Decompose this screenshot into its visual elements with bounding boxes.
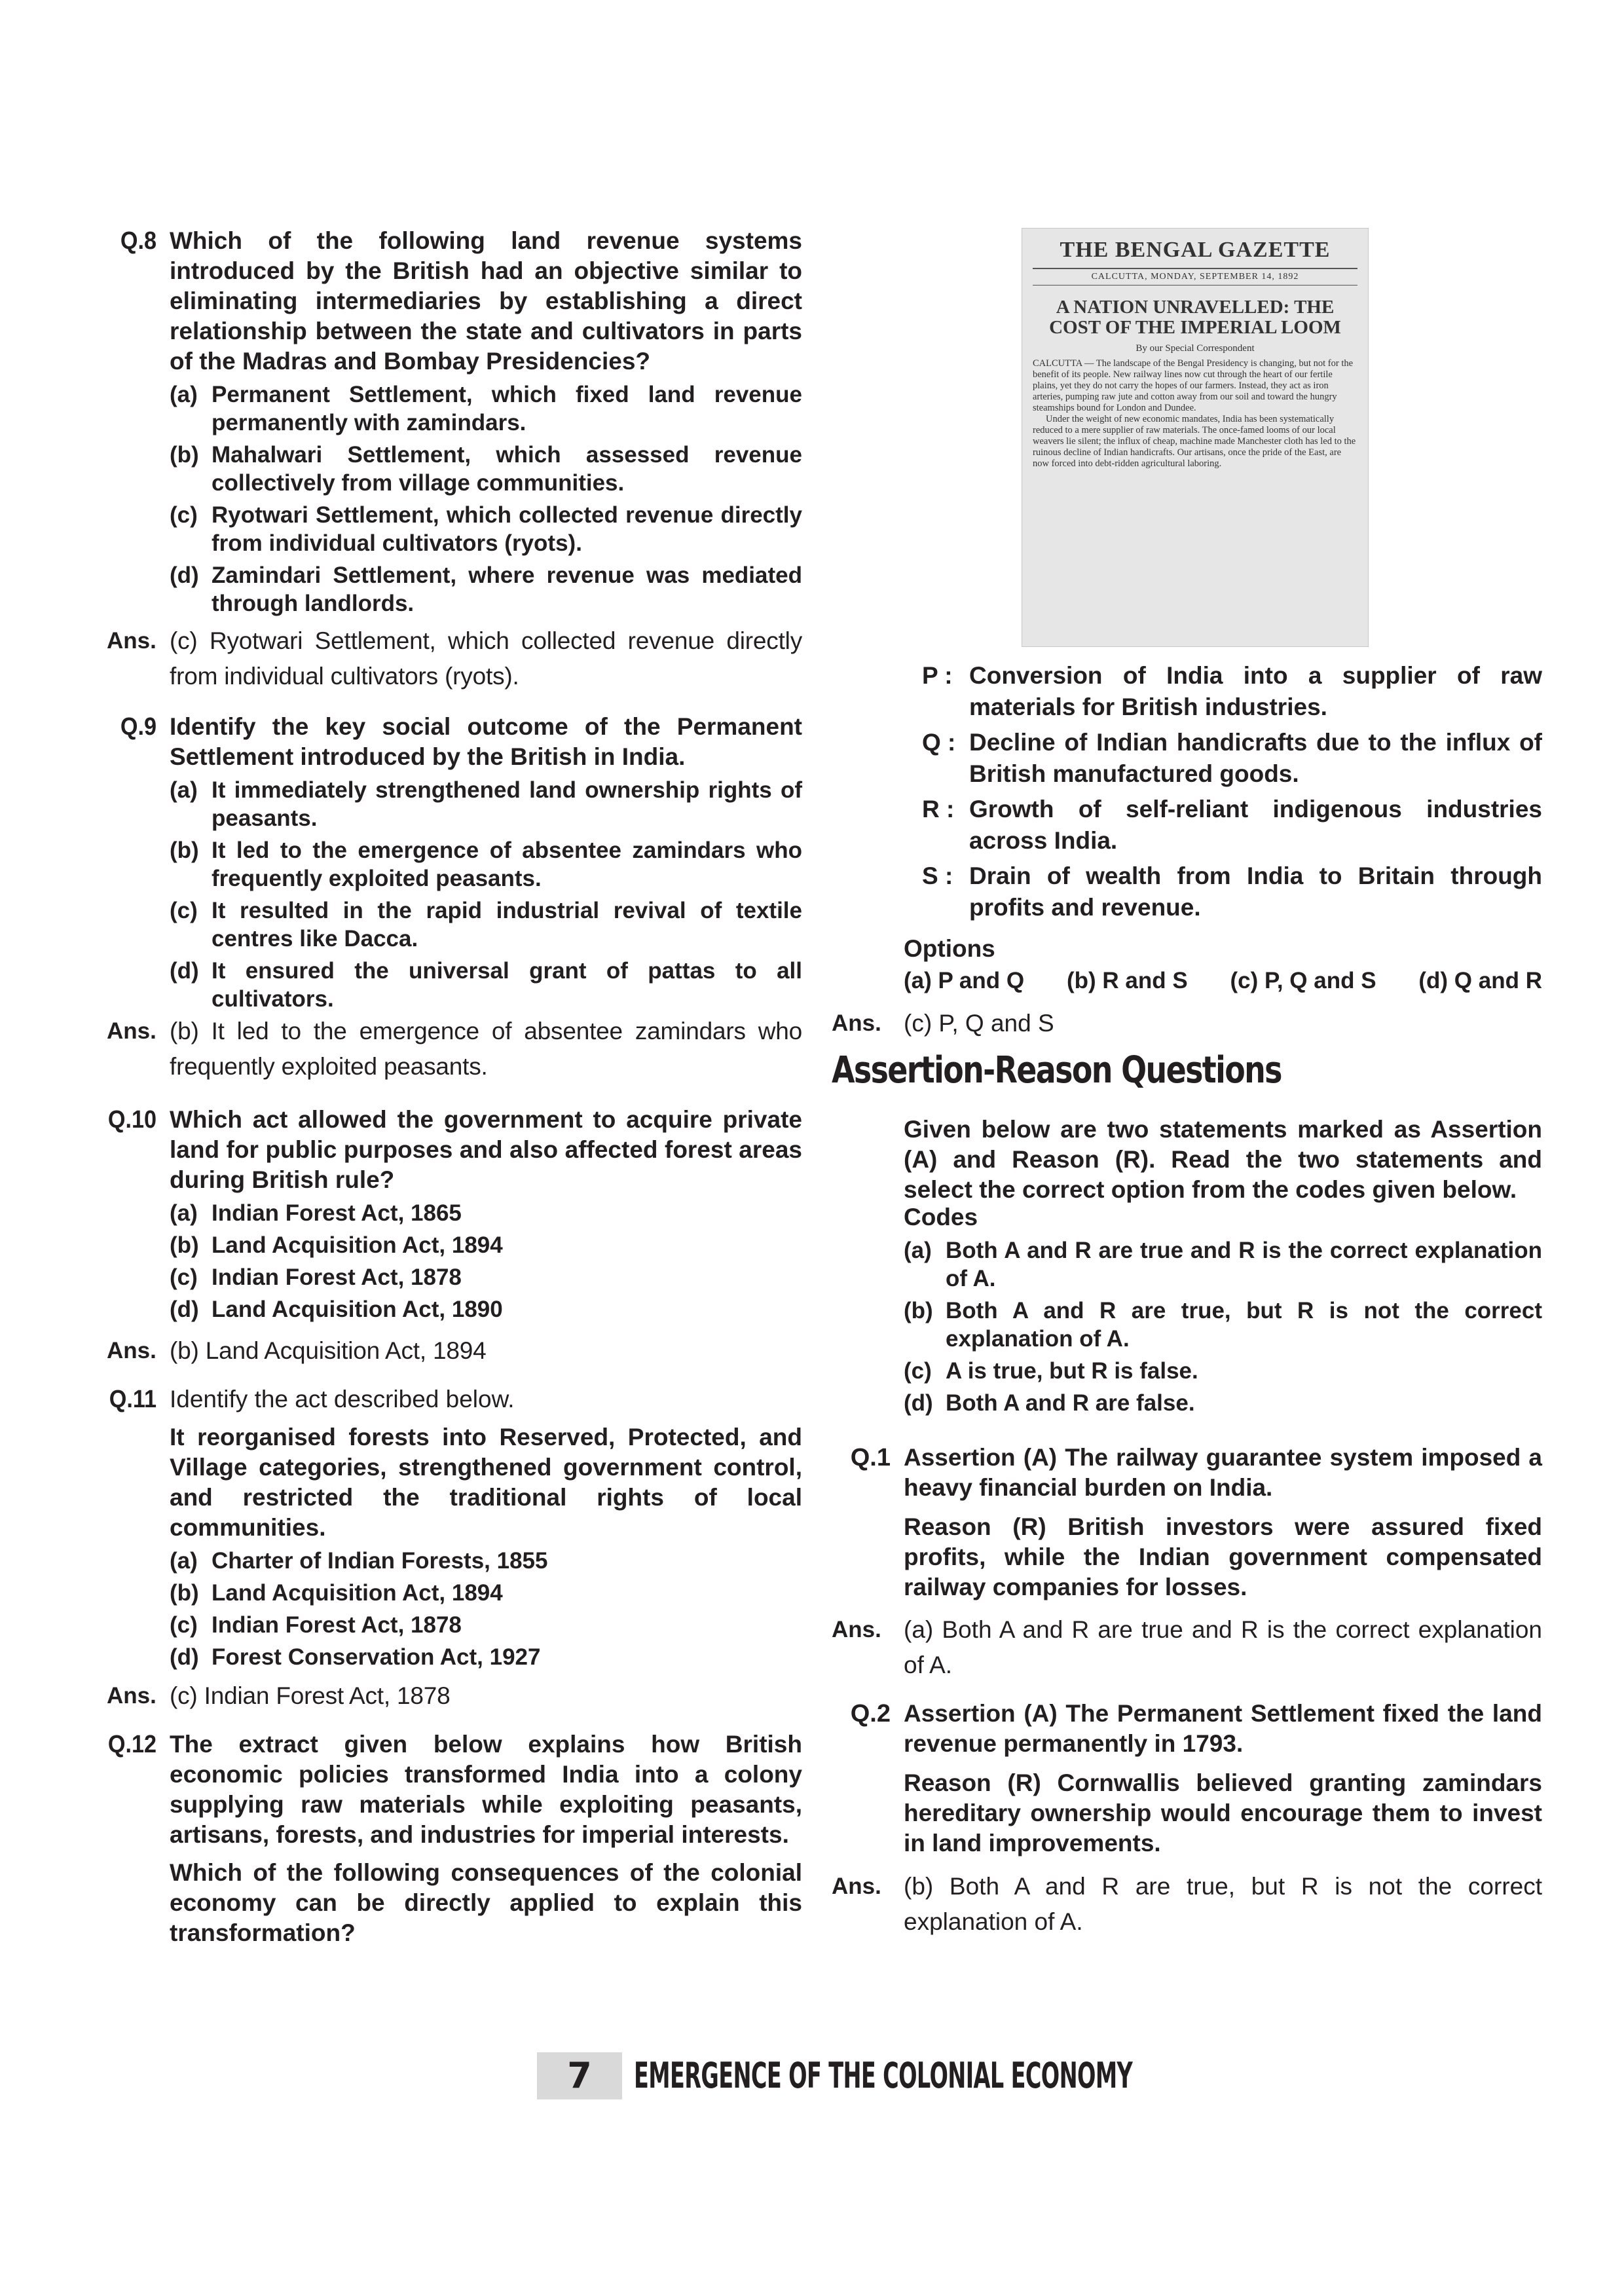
answer-label: Ans. [832,1874,881,1899]
option-d [170,1643,802,1671]
statement-text: Decline of Indian handicrafts due to the influx of British manufactured goods. [969,729,1542,787]
assertion-text [904,1443,1542,1503]
option-c [170,1263,802,1291]
option-text: Land Acquisition Act, 1894 [212,1232,503,1258]
option-label: (d) [170,1644,199,1670]
newspaper-extract-image [1022,228,1369,647]
answer-8 [101,623,802,694]
statement-label: P : [922,662,953,689]
option-d [170,561,802,618]
question-9 [101,712,802,1017]
option-text: Mahalwari Settlement, which assessed revenue collectively from village communities. [212,442,802,496]
option-text: Land Acquisition Act, 1890 [212,1297,503,1322]
question-text: The extract given below explains how British economic policies transformed India into a colony supplying raw materials while exploiting peasants, artisans, forests, and industries for imperial interests. [170,1731,802,1848]
question-text: Identify the key social outcome of the Permanent Settlement introduced by the British in India. [170,713,802,770]
question-text: Which of the following land revenue systems introduced by the British had an objective similar to eliminating intermediaries by establishing a direct relationship between the state and cultivators in parts of the Madras and Bombay Presidencies? [170,227,802,375]
question-number: Q.12 [107,1731,157,1758]
newspaper-headline: A NATION UNRAVELLED: THE COST OF THE IMPERIAL LOOM [1049,297,1341,338]
answer-label: Ans. [107,628,157,654]
answer-label: Ans. [832,1617,881,1642]
assertion-content: (A) The railway guarantee system imposed a heavy financial burden on India. [904,1444,1542,1501]
options-row [904,968,1542,994]
newspaper-paragraph: Under the weight of new economic mandates, India has been systematically reduced to a mere supplier of raw materials. The once-famed looms of our local weavers lie silent; the influx of cheap, machine made Manchester cloth has led to the ruinous decline of Indian handicrafts. Our artisans, once the pride of the East, are now forced into debt-ridden agricultural laboring. [1033,414,1356,469]
option-text: It ensured the universal grant of pattas to all cultivators. [212,958,802,1012]
code-label: (d) [904,1390,933,1416]
chapter-title: EMERGENCE OF THE COLONIAL ECONOMY [634,2055,1133,2096]
option-c [170,1611,802,1639]
question-text: Identify the act described below. [170,1386,515,1413]
reason-text [904,1512,1542,1602]
code-c [904,1357,1542,1385]
code-text: Both A and R are true, but R is not the correct explanation of A. [946,1298,1542,1352]
option-text: Charter of Indian Forests, 1855 [212,1548,548,1574]
option-d: (d) Q and R [1418,968,1542,993]
option-c [170,501,802,557]
option-label: (d) [170,563,199,588]
assertion-content: (A) The Permanent Settlement fixed the land revenue permanently in 1793. [904,1700,1542,1757]
assertion-question-2 [832,1699,1542,1858]
option-label: (c) [170,502,198,528]
answer-text: (a) Both A and R are true and R is the correct explanation of A. [904,1616,1542,1678]
answer-text: (c) Ryotwari Settlement, which collected revenue directly from individual cultivators (ryots). [170,627,802,690]
statement-label: S : [922,862,953,889]
newspaper-masthead: THE BENGAL GAZETTE [1060,238,1331,262]
option-text: It immediately strengthened land ownership rights of peasants. [212,777,802,831]
answer-11 [101,1678,802,1714]
option-label: (d) [170,958,199,984]
option-label: (b) [170,1580,199,1606]
option-text: Indian Forest Act, 1878 [212,1265,462,1290]
option-text: It led to the emergence of absentee zamindars who frequently exploited peasants. [212,838,802,891]
answer-label: Ans. [832,1010,881,1036]
code-d [904,1389,1542,1417]
options-list [170,776,802,1013]
option-text: Indian Forest Act, 1865 [212,1200,462,1226]
option-text: Indian Forest Act, 1878 [212,1612,462,1638]
question-description: It reorganised forests into Reserved, Protected, and Village categories, strengthened government control, and restricted the traditional rights of local communities. [170,1424,802,1541]
answer-text: (b) It led to the emergence of absentee zamindars who frequently exploited peasants. [170,1018,802,1080]
section-intro: Given below are two statements marked as Assertion (A) and Reason (R). Read the two statements and select the correct option from the codes given below. [904,1116,1542,1203]
answer-ar1 [832,1612,1542,1683]
newspaper-dateline: CALCUTTA, MONDAY, SEPTEMBER 14, 1892 [1033,268,1357,286]
option-text: Ryotwari Settlement, which collected revenue directly from individual cultivators (ryots). [212,502,802,556]
options-title: Options [904,935,995,962]
option-a [170,380,802,437]
code-a [904,1236,1542,1293]
option-b: (b) R and S [1066,968,1188,993]
option-text: Permanent Settlement, which fixed land revenue permanently with zamindars. [212,382,802,435]
option-label: (a) [170,1548,198,1574]
option-label: (d) [170,1297,199,1322]
options-list [170,1199,802,1323]
assertion-text [904,1699,1542,1759]
code-b [904,1297,1542,1353]
question-number: Q.11 [109,1386,157,1413]
code-label: (c) [904,1358,932,1384]
option-text: Zamindari Settlement, where revenue was mediated through landlords. [212,563,802,616]
option-b [170,441,802,497]
section-heading: Assertion-Reason Questions [832,1049,1282,1092]
answer-9 [101,1014,802,1084]
statement-text: Conversion of India into a supplier of raw materials for British industries. [969,662,1542,720]
option-label: (c) [170,898,198,923]
question-text: Which act allowed the government to acquire private land for public purposes and also affected forest areas during British rule? [170,1106,802,1193]
answer-text: (c) P, Q and S [904,1010,1054,1037]
option-label: (b) [170,1232,199,1258]
codes-title: Codes [904,1204,978,1230]
option-d [170,1295,802,1323]
reason-content: (R) British investors were assured fixed profits, while the Indian government compensated railway companies for losses. [904,1513,1543,1600]
option-label: (a) [170,382,198,407]
answer-ar2 [832,1869,1542,1940]
page-number: 7 [537,2052,622,2099]
reason-content: (R) Cornwallis believed granting zamindars hereditary ownership would encourage them to invest in land improvements. [904,1769,1542,1856]
codes-list [904,1236,1542,1421]
assertion-question-1 [832,1443,1542,1602]
question-11 [101,1384,802,1675]
statement-p [923,660,1542,723]
question-number: Q.9 [120,713,157,741]
answer-text: (b) Both A and R are true, but R is not the correct explanation of A. [904,1873,1542,1935]
newspaper-byline: By our Special Correspondent [1135,343,1255,354]
option-a [170,1547,802,1575]
answer-10 [101,1333,802,1369]
option-d [170,957,802,1013]
answer-label: Ans. [107,1683,157,1708]
question-8 [101,226,802,621]
statement-s [923,860,1542,923]
option-b [170,1579,802,1607]
code-text: A is true, but R is false. [946,1358,1198,1384]
statement-label: Q : [922,729,956,756]
option-a [170,1199,802,1227]
option-text: Forest Conservation Act, 1927 [212,1644,541,1670]
answer-label: Ans. [107,1018,157,1044]
option-label: (c) [170,1612,198,1638]
reason-label: Reason [904,1513,991,1540]
question-number: Q.10 [107,1106,157,1134]
statement-text: Growth of self-reliant indigenous industries across India. [969,796,1542,854]
statement-label: R : [922,796,955,822]
statement-q [923,727,1542,790]
question-10 [101,1105,802,1327]
question-number: Q.8 [120,227,157,255]
option-label: (a) [170,777,198,803]
answer-text: (c) Indian Forest Act, 1878 [170,1682,451,1709]
statement-r [923,794,1542,857]
code-text: Both A and R are false. [946,1390,1195,1416]
statement-text: Drain of wealth from India to Britain through profits and revenue. [969,862,1542,921]
option-label: (a) [170,1200,198,1226]
answer-label: Ans. [107,1338,157,1363]
reason-label: Reason [904,1769,991,1796]
option-label: (c) [170,1265,198,1290]
option-b [170,1231,802,1259]
code-text: Both A and R are true and R is the correct explanation of A. [946,1238,1542,1291]
question-number: Q.2 [850,1700,891,1727]
question-number: Q.1 [850,1444,891,1471]
reason-text [904,1768,1542,1858]
assertion-label: Assertion [904,1700,1016,1727]
options-list [170,1547,802,1671]
answer-12 [832,1006,1542,1041]
option-c [170,896,802,953]
option-text: Land Acquisition Act, 1894 [212,1580,503,1606]
code-label: (a) [904,1238,932,1263]
assertion-label: Assertion [904,1444,1016,1471]
option-label: (b) [170,442,199,468]
newspaper-paragraph: CALCUTTA — The landscape of the Bengal Presidency is changing, but not for the benefit of its people. New railway lines now cut through the heart of our fertile plains, yet they do not carry the hopes of our farmers. Instead, they act as iron arteries, pumping raw jute and cotton away from our soil and toward the hungry steamships bound for London and Dundee. [1033,358,1354,413]
option-b [170,836,802,893]
question-prompt: Which of the following consequences of the colonial economy can be directly applied to explain this transformation? [170,1859,802,1946]
option-label: (b) [170,838,199,863]
option-c: (c) P, Q and S [1230,968,1376,993]
question-12 [101,1729,802,1948]
option-a: (a) P and Q [904,968,1025,993]
option-text: It resulted in the rapid industrial revival of textile centres like Dacca. [212,898,802,951]
options-list [170,380,802,618]
answer-text: (b) Land Acquisition Act, 1894 [170,1337,487,1364]
option-a [170,776,802,832]
code-label: (b) [904,1298,933,1323]
